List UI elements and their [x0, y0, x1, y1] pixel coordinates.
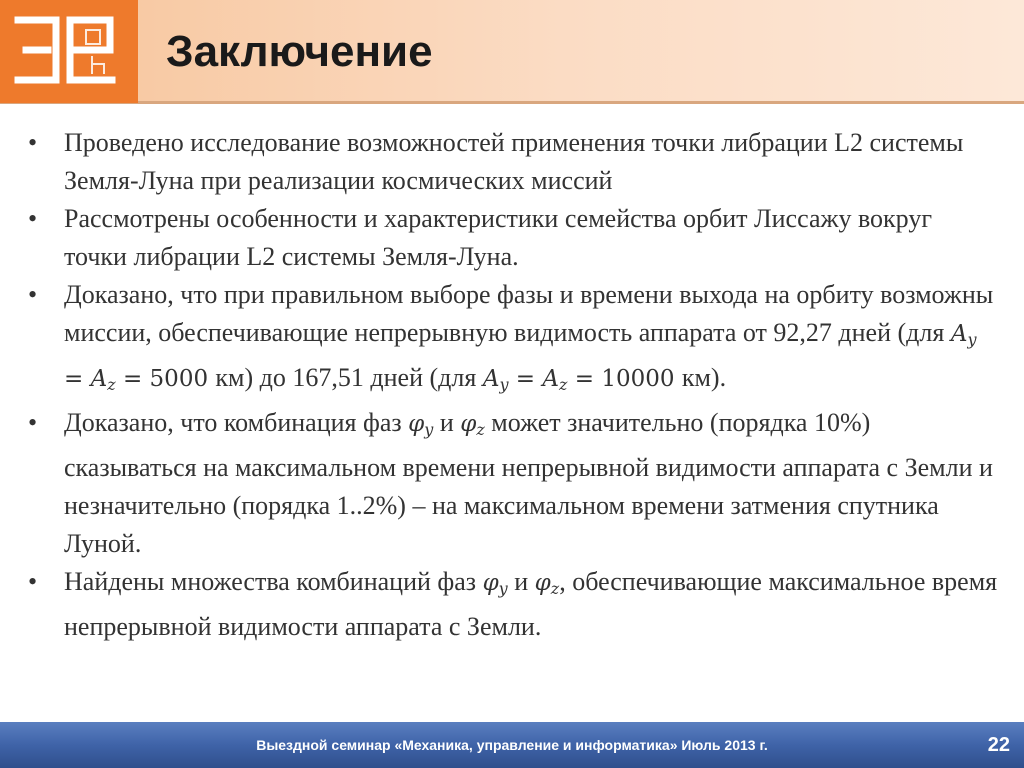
bullet-text: Рассмотрены особенности и характеристики семейства орбит Лиссажу вокруг точки либрации L2 системы Земля-Луна. — [64, 204, 933, 271]
page-number: 22 — [987, 734, 1010, 756]
bullet-marker: • — [28, 567, 38, 596]
phase-y-symbol: $\varphi_y$ — [482, 570, 508, 598]
bullet-marker: • — [28, 280, 38, 309]
unit-text: км — [681, 363, 711, 392]
amplitude-formula: $A_y = A_z = 10000$ — [482, 366, 675, 394]
bullet-text: ). — [710, 363, 727, 392]
bullet-text: , обеспечивающие максимальное время непрерывной видимости аппарата с Земли. — [64, 567, 998, 641]
bullet-list — [24, 124, 999, 646]
bullet-text: ) до 167,51 дней (для — [244, 363, 483, 392]
unit-text: км — [215, 363, 245, 392]
header-divider — [0, 101, 1024, 104]
list-item — [24, 124, 999, 200]
bullet-text: Доказано, что комбинация фаз — [64, 408, 409, 437]
slide-footer — [0, 722, 1024, 768]
amplitude-formula: $A_y = A_z = 5000$ — [64, 321, 977, 394]
list-item — [24, 404, 999, 563]
logo — [0, 0, 138, 103]
bullet-text: и — [433, 408, 461, 437]
amplitude-value: 5000 — [149, 366, 209, 392]
slide-header — [0, 0, 1024, 103]
bullet-marker: • — [28, 204, 38, 233]
footer-text: Выездной семинар «Механика, управление и информатика» Июль 2013 г. — [256, 737, 768, 753]
bullet-text: Найдены множества комбинаций фаз — [64, 567, 483, 596]
bullet-text: может значительно (порядка 10%) сказываться на максимальном времени непрерывной видимости аппарата с Земли и незначительно (порядка 1..2%) – на максимальном времени затмения спутника Луной. — [64, 408, 993, 558]
phase-z-symbol: $\varphi_z$ — [534, 570, 560, 598]
list-item — [24, 563, 999, 646]
bullet-marker: • — [28, 128, 38, 157]
bullet-text: и — [507, 567, 535, 596]
amplitude-value: 10000 — [601, 366, 675, 392]
bullet-text: Доказано, что при правильном выборе фазы и времени выхода на орбиту возможны миссии, обеспечивающие непрерывную видимость аппарата от 92,27 дней (для — [64, 280, 994, 347]
logo-mark-icon — [0, 0, 138, 103]
bullet-text: Проведено исследование возможностей применения точки либрации L2 системы Земля-Луна при реализации космических миссий — [64, 128, 964, 195]
bullet-marker: • — [28, 408, 38, 437]
list-item — [24, 200, 999, 276]
slide-title: Заключение — [166, 27, 433, 76]
phase-y-symbol: $\varphi_y$ — [408, 411, 434, 439]
list-item — [24, 276, 999, 404]
phase-z-symbol: $\varphi_z$ — [460, 411, 485, 439]
